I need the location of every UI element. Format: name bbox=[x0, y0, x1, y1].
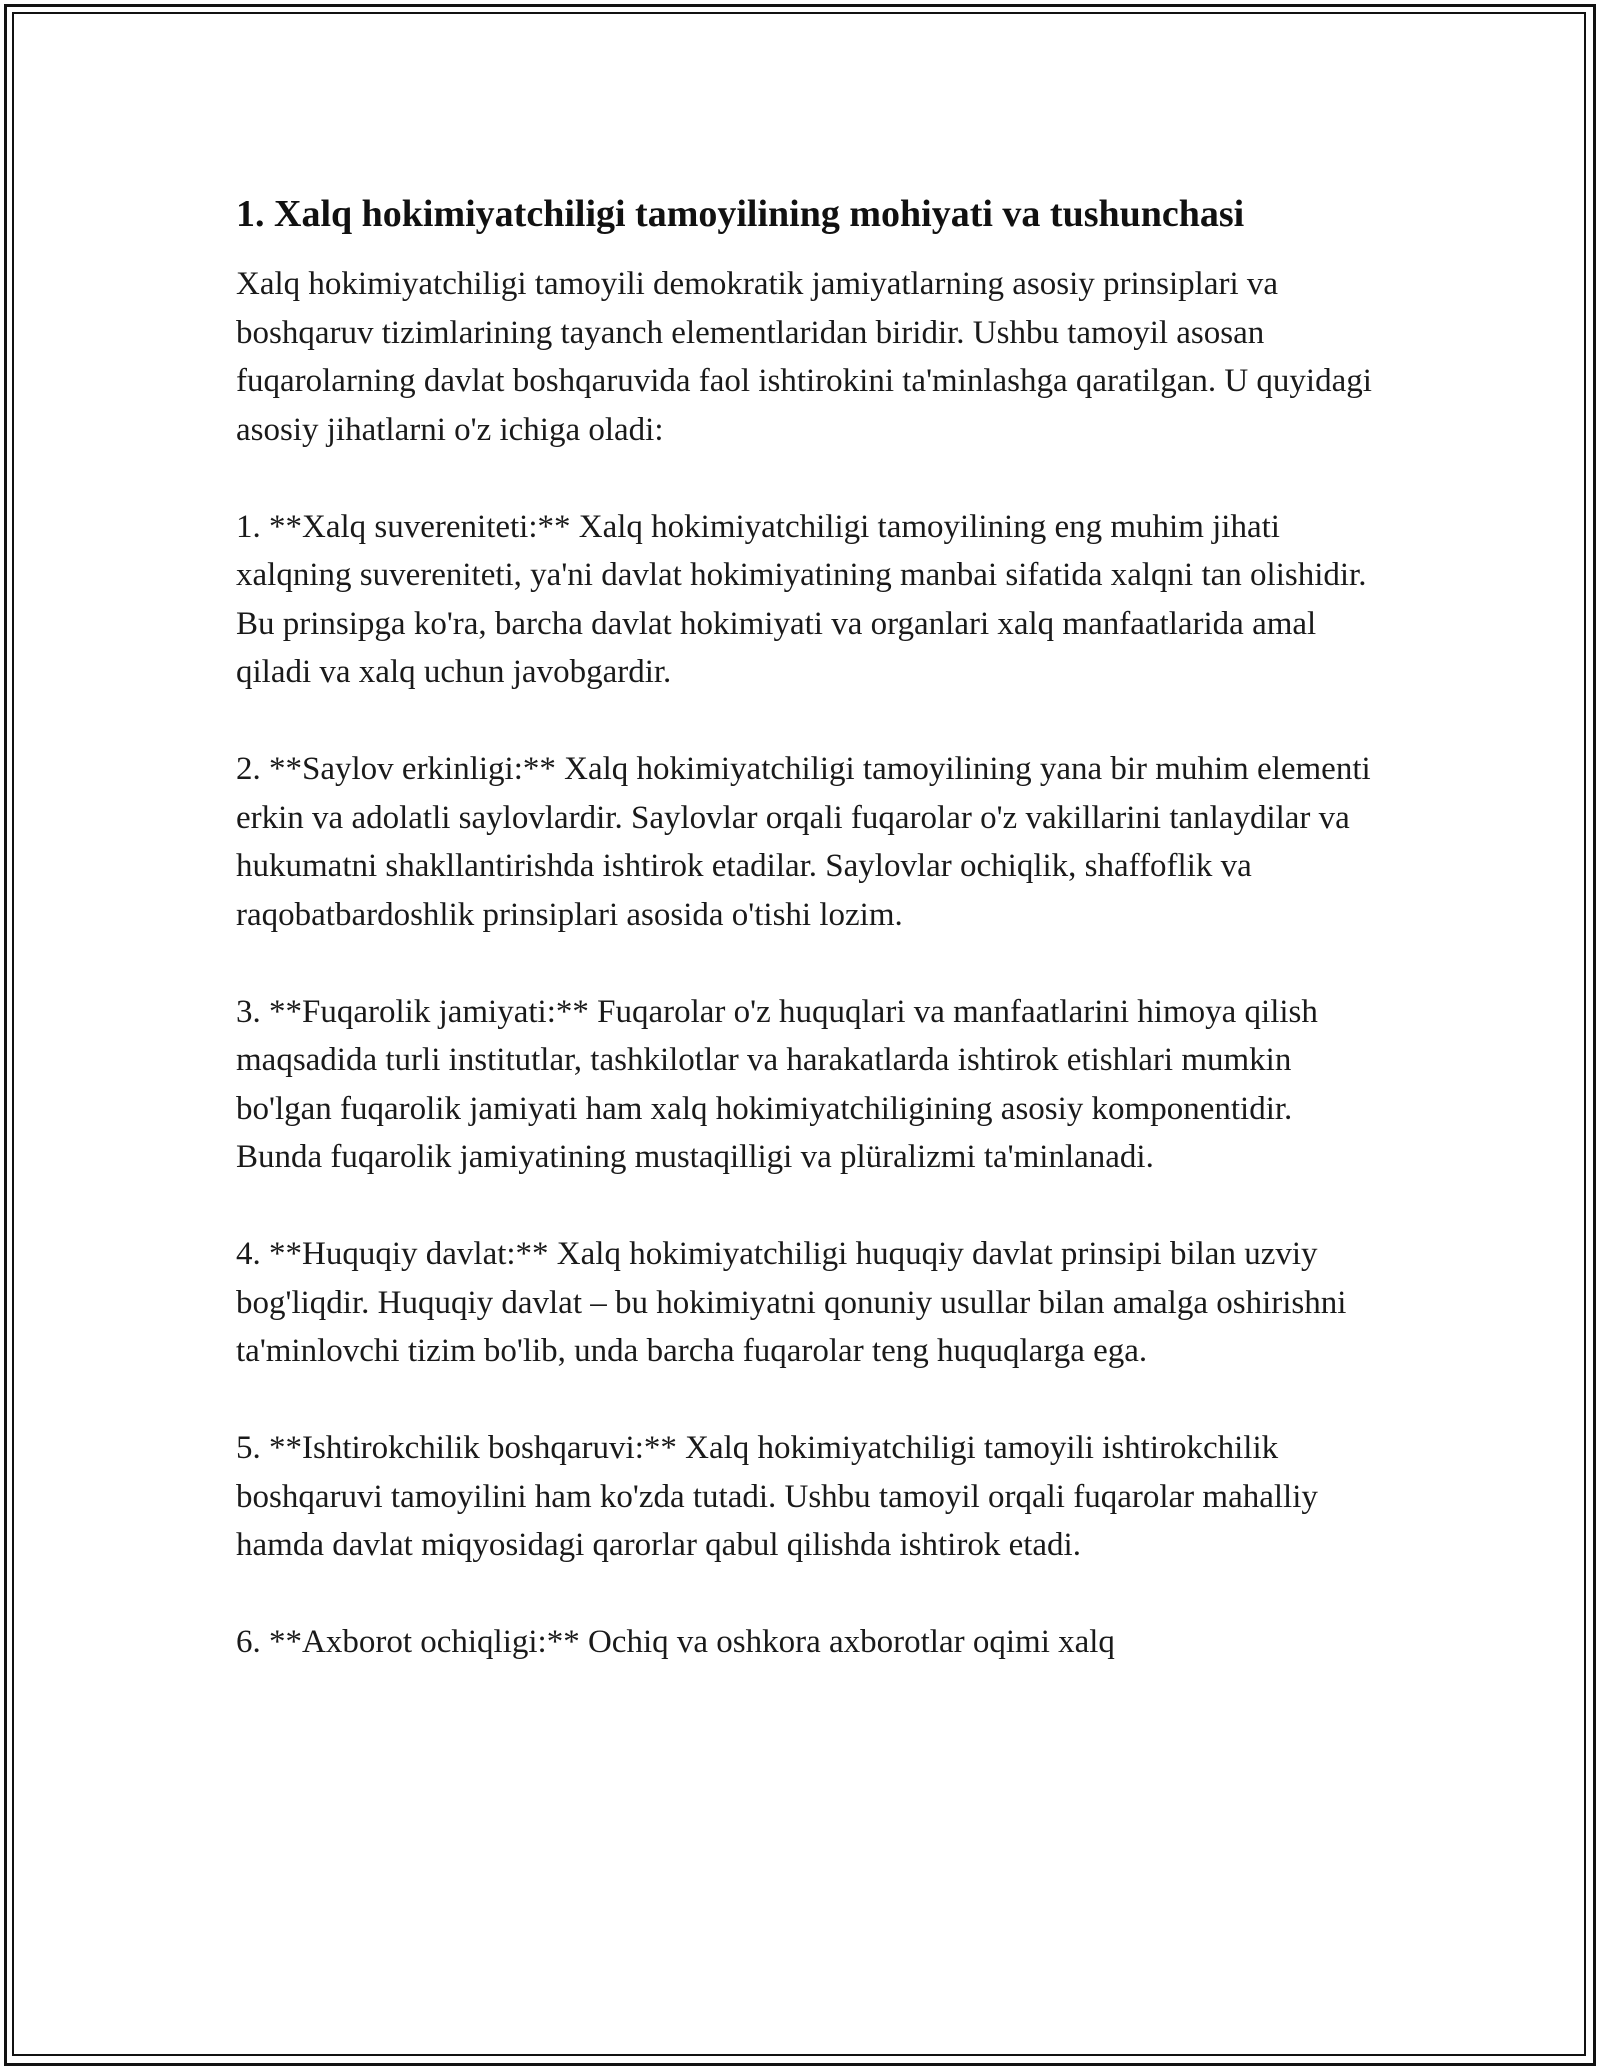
intro-paragraph: Xalq hokimiyatchiligi tamoyili demokratik jamiyatlarning asosiy prinsiplari va boshqaruv tizimlarining tayanch elementlaridan biridir. Ushbu tamoyil asosan fuqarolarning davlat boshqaruvida faol ishtirokini ta'minlashga qaratilgan. U quyidagi asosiy jihatlarni o'z ichiga oladi: bbox=[236, 266, 1372, 448]
document-body bbox=[236, 188, 1386, 1715]
list-item-ishtirokchilik-boshqaruvi: 5. **Ishtirokchilik boshqaruvi:** Xalq hokimiyatchiligi tamoyili ishtirokchilik boshqaruvi tamoyilini ham ko'zda tutadi. Ushbu tamoyil orqali fuqarolar mahalliy hamda davlat miqyosidagi qarorlar qabul qilishda ishtirok etadi. bbox=[236, 1430, 1318, 1563]
list-item-xalq-suvereniteti: 1. **Xalq suvereniteti:** Xalq hokimiyatchiligi tamoyilining eng muhim jihati xalqning suvereniteti, ya'ni davlat hokimiyatining manbai sifatida xalqni tan olishidir. Bu prinsipga ko'ra, barcha davlat hokimiyati va organlari xalq manfaatlarida amal qiladi va xalq uchun javobgardir. bbox=[236, 508, 1367, 690]
list-item-axborot-ochiqligi: 6. **Axborot ochiqligi:** Ochiq va oshkora axborotlar oqimi xalq bbox=[236, 1624, 1115, 1660]
list-item-fuqarolik-jamiyati: 3. **Fuqarolik jamiyati:** Fuqarolar o'z huquqlari va manfaatlarini himoya qilish maqsadida turli institutlar, tashkilotlar va harakatlarda ishtirok etishlari mumkin bo'lgan fuqarolik jamiyati ham xalq hokimiyatchiligining asosiy komponentidir. Bunda fuqarolik jamiyatining mustaqilligi va plüralizmi ta'minlanadi. bbox=[236, 993, 1318, 1175]
list-item-huquqiy-davlat: 4. **Huquqiy davlat:** Xalq hokimiyatchiligi huquqiy davlat prinsipi bilan uzviy bog'liqdir. Huquqiy davlat – bu hokimiyatni qonuniy usullar bilan amalga oshirishni ta'minlovchi tizim bo'lib, unda barcha fuqarolar teng huquqlarga ega. bbox=[236, 1236, 1347, 1369]
section-heading: 1. Xalq hokimiyatchiligi tamoyilining mohiyati va tushunchasi bbox=[236, 193, 1245, 235]
list-item-saylov-erkinligi: 2. **Saylov erkinligi:** Xalq hokimiyatchiligi tamoyilining yana bir muhim elementi erkin va adolatli saylovlardir. Saylovlar orqali fuqarolar o'z vakillarini tanlaydilar va hukumatni shakllantirishda ishtirok etadilar. Saylovlar ochiqlik, shaffoflik va raqobatbardoshlik prinsiplari asosida o'tishi lozim. bbox=[236, 751, 1371, 933]
